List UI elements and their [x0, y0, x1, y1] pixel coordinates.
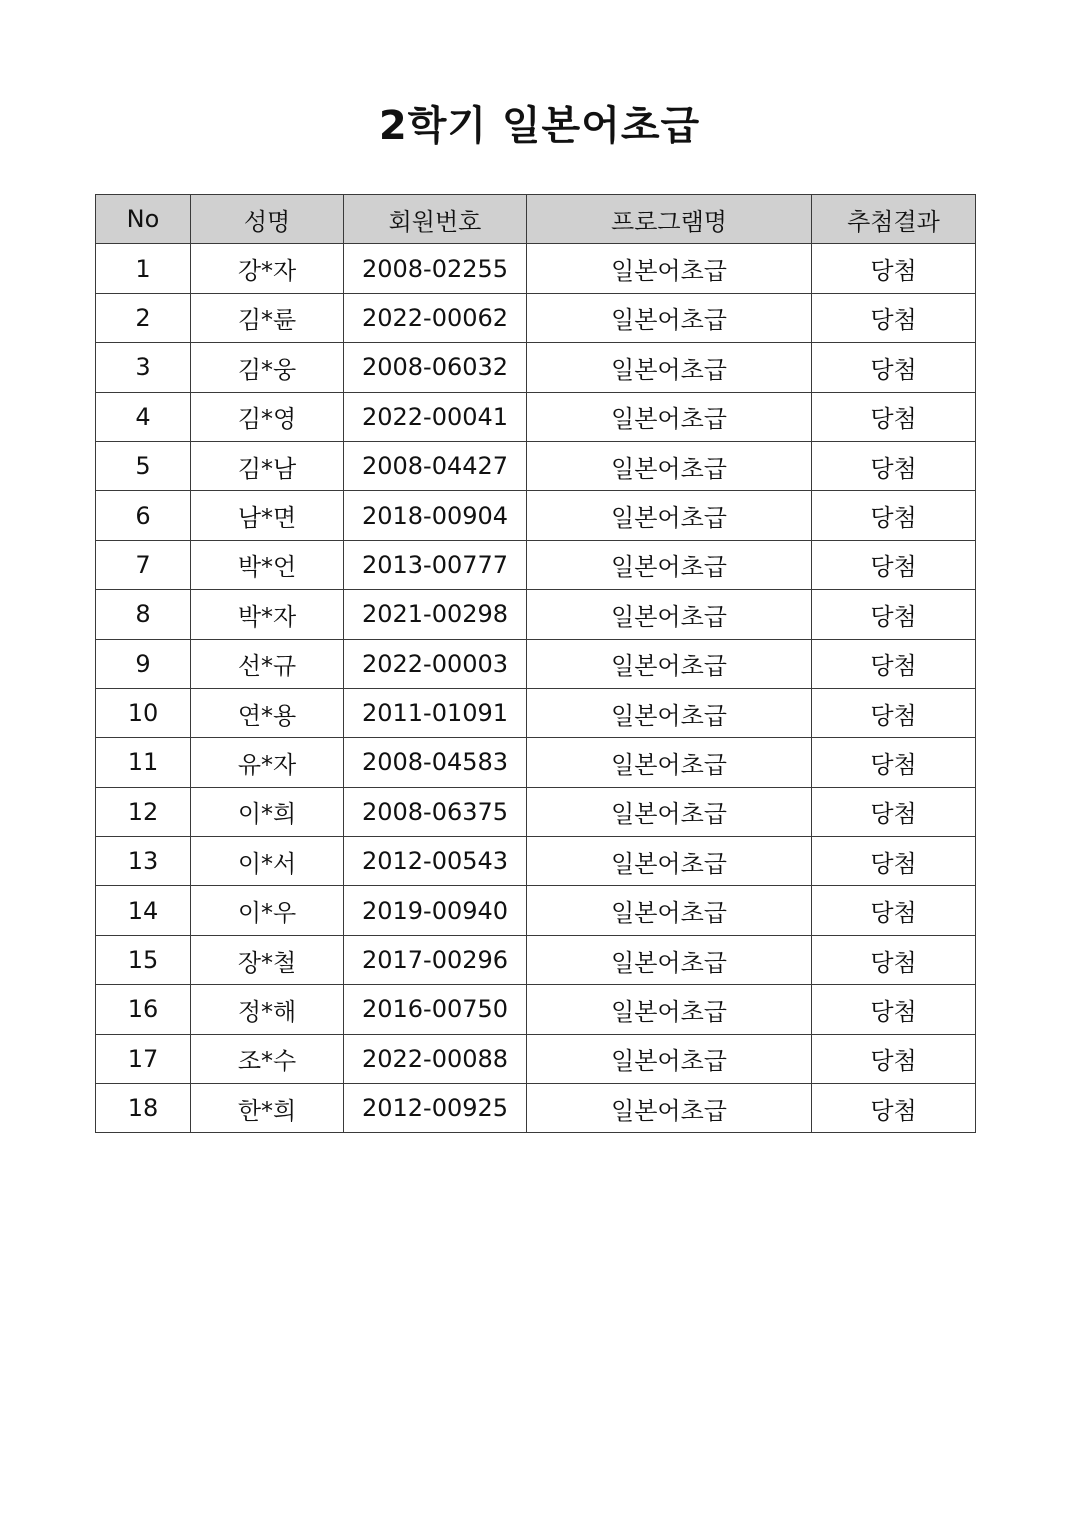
cell-no: 17 [96, 1034, 191, 1083]
cell-result: 당첨 [812, 392, 976, 441]
table-row [96, 787, 976, 836]
lottery-result-table [95, 194, 976, 1133]
cell-program-name: 일본어초급 [527, 244, 812, 293]
cell-result: 당첨 [812, 244, 976, 293]
cell-result: 당첨 [812, 590, 976, 639]
cell-result: 당첨 [812, 688, 976, 737]
cell-member-number: 2011-01091 [344, 688, 527, 737]
cell-name: 이*희 [191, 787, 344, 836]
cell-member-number: 2008-06375 [344, 787, 527, 836]
cell-no: 9 [96, 639, 191, 688]
table-body [96, 244, 976, 1133]
cell-result: 당첨 [812, 886, 976, 935]
cell-program-name: 일본어초급 [527, 441, 812, 490]
cell-no: 6 [96, 491, 191, 540]
cell-name: 한*희 [191, 1084, 344, 1133]
cell-member-number: 2021-00298 [344, 590, 527, 639]
table-row [96, 293, 976, 342]
table-row [96, 738, 976, 787]
cell-member-number: 2022-00003 [344, 639, 527, 688]
cell-name: 연*용 [191, 688, 344, 737]
cell-program-name: 일본어초급 [527, 787, 812, 836]
cell-name: 이*서 [191, 837, 344, 886]
cell-program-name: 일본어초급 [527, 738, 812, 787]
cell-program-name: 일본어초급 [527, 639, 812, 688]
cell-program-name: 일본어초급 [527, 688, 812, 737]
table-row [96, 639, 976, 688]
cell-member-number: 2013-00777 [344, 540, 527, 589]
cell-result: 당첨 [812, 293, 976, 342]
table-row [96, 935, 976, 984]
cell-program-name: 일본어초급 [527, 1084, 812, 1133]
table-row [96, 837, 976, 886]
cell-name: 김*남 [191, 441, 344, 490]
cell-program-name: 일본어초급 [527, 540, 812, 589]
cell-member-number: 2008-04427 [344, 441, 527, 490]
header-result: 추첨결과 [812, 195, 976, 244]
cell-result: 당첨 [812, 738, 976, 787]
cell-member-number: 2016-00750 [344, 985, 527, 1034]
cell-result: 당첨 [812, 639, 976, 688]
cell-no: 3 [96, 343, 191, 392]
cell-member-number: 2008-04583 [344, 738, 527, 787]
cell-result: 당첨 [812, 837, 976, 886]
header-name: 성명 [191, 195, 344, 244]
cell-no: 5 [96, 441, 191, 490]
cell-program-name: 일본어초급 [527, 293, 812, 342]
cell-program-name: 일본어초급 [527, 1034, 812, 1083]
table-row [96, 1084, 976, 1133]
table-row [96, 392, 976, 441]
cell-name: 김*웅 [191, 343, 344, 392]
cell-no: 8 [96, 590, 191, 639]
cell-no: 11 [96, 738, 191, 787]
cell-no: 10 [96, 688, 191, 737]
cell-result: 당첨 [812, 1084, 976, 1133]
header-member-number: 회원번호 [344, 195, 527, 244]
cell-member-number: 2008-06032 [344, 343, 527, 392]
cell-member-number: 2017-00296 [344, 935, 527, 984]
cell-member-number: 2012-00925 [344, 1084, 527, 1133]
cell-no: 12 [96, 787, 191, 836]
cell-name: 박*자 [191, 590, 344, 639]
cell-member-number: 2018-00904 [344, 491, 527, 540]
cell-name: 강*자 [191, 244, 344, 293]
table-row [96, 244, 976, 293]
cell-program-name: 일본어초급 [527, 935, 812, 984]
cell-result: 당첨 [812, 935, 976, 984]
table-row [96, 886, 976, 935]
table-row [96, 441, 976, 490]
header-no: No [96, 195, 191, 244]
cell-program-name: 일본어초급 [527, 392, 812, 441]
cell-name: 장*철 [191, 935, 344, 984]
cell-no: 13 [96, 837, 191, 886]
cell-member-number: 2022-00088 [344, 1034, 527, 1083]
cell-result: 당첨 [812, 985, 976, 1034]
cell-result: 당첨 [812, 1034, 976, 1083]
cell-program-name: 일본어초급 [527, 886, 812, 935]
cell-no: 7 [96, 540, 191, 589]
cell-member-number: 2008-02255 [344, 244, 527, 293]
table-header-row [96, 195, 976, 244]
cell-name: 김*영 [191, 392, 344, 441]
table-row [96, 590, 976, 639]
cell-name: 박*언 [191, 540, 344, 589]
table-row [96, 540, 976, 589]
header-program-name: 프로그램명 [527, 195, 812, 244]
cell-name: 이*우 [191, 886, 344, 935]
cell-no: 15 [96, 935, 191, 984]
cell-member-number: 2022-00041 [344, 392, 527, 441]
cell-program-name: 일본어초급 [527, 343, 812, 392]
table-row [96, 985, 976, 1034]
cell-result: 당첨 [812, 787, 976, 836]
cell-program-name: 일본어초급 [527, 491, 812, 540]
cell-name: 선*규 [191, 639, 344, 688]
cell-result: 당첨 [812, 540, 976, 589]
cell-program-name: 일본어초급 [527, 985, 812, 1034]
cell-name: 정*해 [191, 985, 344, 1034]
cell-no: 2 [96, 293, 191, 342]
cell-no: 1 [96, 244, 191, 293]
table-row [96, 1034, 976, 1083]
cell-member-number: 2012-00543 [344, 837, 527, 886]
cell-name: 유*자 [191, 738, 344, 787]
cell-no: 4 [96, 392, 191, 441]
cell-result: 당첨 [812, 491, 976, 540]
table-row [96, 343, 976, 392]
cell-member-number: 2019-00940 [344, 886, 527, 935]
cell-no: 14 [96, 886, 191, 935]
cell-name: 남*면 [191, 491, 344, 540]
cell-no: 16 [96, 985, 191, 1034]
table-row [96, 491, 976, 540]
table-row [96, 688, 976, 737]
cell-result: 당첨 [812, 441, 976, 490]
page-title: 2학기 일본어초급 [378, 103, 701, 149]
cell-name: 조*수 [191, 1034, 344, 1083]
cell-no: 18 [96, 1084, 191, 1133]
cell-program-name: 일본어초급 [527, 837, 812, 886]
cell-member-number: 2022-00062 [344, 293, 527, 342]
cell-program-name: 일본어초급 [527, 590, 812, 639]
cell-name: 김*륜 [191, 293, 344, 342]
cell-result: 당첨 [812, 343, 976, 392]
